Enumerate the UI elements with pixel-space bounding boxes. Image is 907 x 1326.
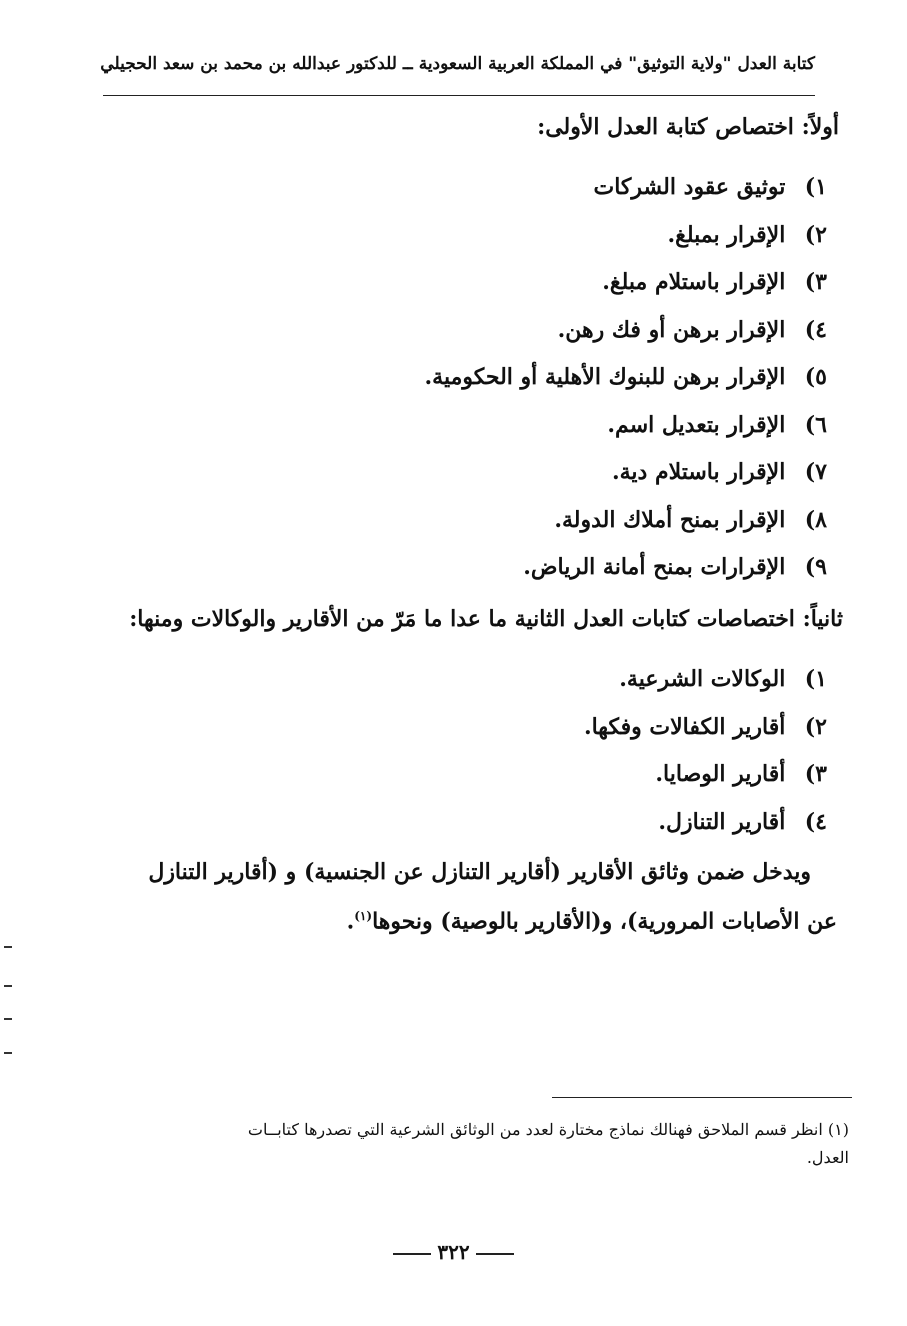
page-number (0, 1240, 907, 1264)
footnote-line-1: (١) انظر قسم الملاحق فهنالك نماذج مختارة لعدد من الوثائق الشرعية التي تصدرها كتابــات (247, 1120, 849, 1139)
scan-mark (4, 1052, 12, 1054)
list-item-text: الإقرار بمبلغ. (667, 221, 786, 248)
list-item-text: توثيق عقود الشركات (593, 174, 786, 200)
scan-mark (4, 985, 12, 987)
list-item-text: الإقرار برهن أو فك رهن. (557, 316, 786, 343)
list-item-number: ١) (804, 174, 827, 200)
list-item-number: ٦) (804, 411, 827, 438)
list-item-number: ٢) (804, 713, 827, 740)
list-item-text: الإقرار بتعديل اسم. (607, 411, 786, 438)
list-item-text: أقارير التنازل. (658, 808, 786, 835)
section-1-heading: أولاً: اختصاص كتابة العدل الأولى: (537, 114, 839, 140)
list-item (424, 457, 827, 505)
footnote-line-2: العدل. (806, 1148, 849, 1167)
list-item-text: الإقرار برهن للبنوك الأهلية أو الحكومية. (424, 364, 786, 390)
list-item-text: الوكالات الشرعية. (619, 666, 786, 692)
list-item-number: ١) (804, 666, 827, 692)
section-2-list (584, 664, 827, 854)
list-item-number: ٣) (804, 761, 827, 787)
section-1-list (424, 172, 827, 600)
list-item-text: الإقرار باستلام مبلغ. (602, 269, 786, 295)
list-item-text: الإقرار بمنح أملاك الدولة. (554, 506, 786, 533)
list-item (584, 664, 827, 712)
list-item (424, 362, 827, 410)
paragraph-line-2-text: عن الأصابات المرورية)، و(الأقارير بالوصية) ونحوها (372, 908, 837, 935)
scan-mark (4, 1018, 12, 1020)
list-item (584, 712, 827, 760)
page-number-value: ٣٢٢ (437, 1240, 470, 1264)
footnote (149, 1116, 849, 1172)
list-item-number: ٥) (804, 364, 827, 390)
list-item (424, 220, 827, 268)
page-number-dash-right (476, 1253, 514, 1255)
list-item-number: ٣) (804, 269, 827, 295)
list-item-text: أقارير الوصايا. (655, 761, 786, 787)
footnote-reference[interactable]: (١) (354, 909, 373, 923)
list-item-number: ٨) (804, 506, 827, 533)
list-item (424, 505, 827, 553)
list-item-text: الإقرار باستلام دية. (611, 459, 786, 485)
footnote-rule (552, 1097, 852, 1098)
list-item-number: ٤) (804, 808, 827, 835)
list-item-number: ٧) (804, 459, 827, 485)
list-item-text: الإقرارات بمنح أمانة الرياض. (523, 554, 786, 580)
running-header: كتابة العدل "ولاية التوثيق" في المملكة العربية السعودية ــ للدكتور عبدالله بن محمد بن سعد الحجيلي (100, 54, 815, 74)
list-item-number: ٩) (804, 554, 827, 580)
section-2-heading: ثانياً: اختصاصات كتابات العدل الثانية ما عدا ما مَرّ من الأقارير والوكالات ومنها: (129, 606, 843, 632)
list-item (584, 759, 827, 807)
header-rule (103, 95, 815, 96)
list-item (424, 552, 827, 600)
list-item (424, 267, 827, 315)
closing-paragraph (137, 850, 837, 943)
list-item-number: ٤) (804, 316, 827, 343)
page-number-dash-left (393, 1253, 431, 1255)
paragraph-line-2-end: . (346, 908, 355, 935)
paragraph-line-1: ويدخل ضمن وثائق الأقارير (أقارير التنازل عن الجنسية) و (أقارير التنازل (148, 859, 811, 885)
paragraph-line-2 (137, 894, 837, 943)
list-item (424, 410, 827, 458)
list-item-number: ٢) (804, 221, 827, 248)
scan-mark (4, 946, 12, 948)
list-item (584, 807, 827, 855)
list-item-text: أقارير الكفالات وفكها. (583, 713, 786, 740)
list-item (424, 315, 827, 363)
list-item (424, 172, 827, 220)
